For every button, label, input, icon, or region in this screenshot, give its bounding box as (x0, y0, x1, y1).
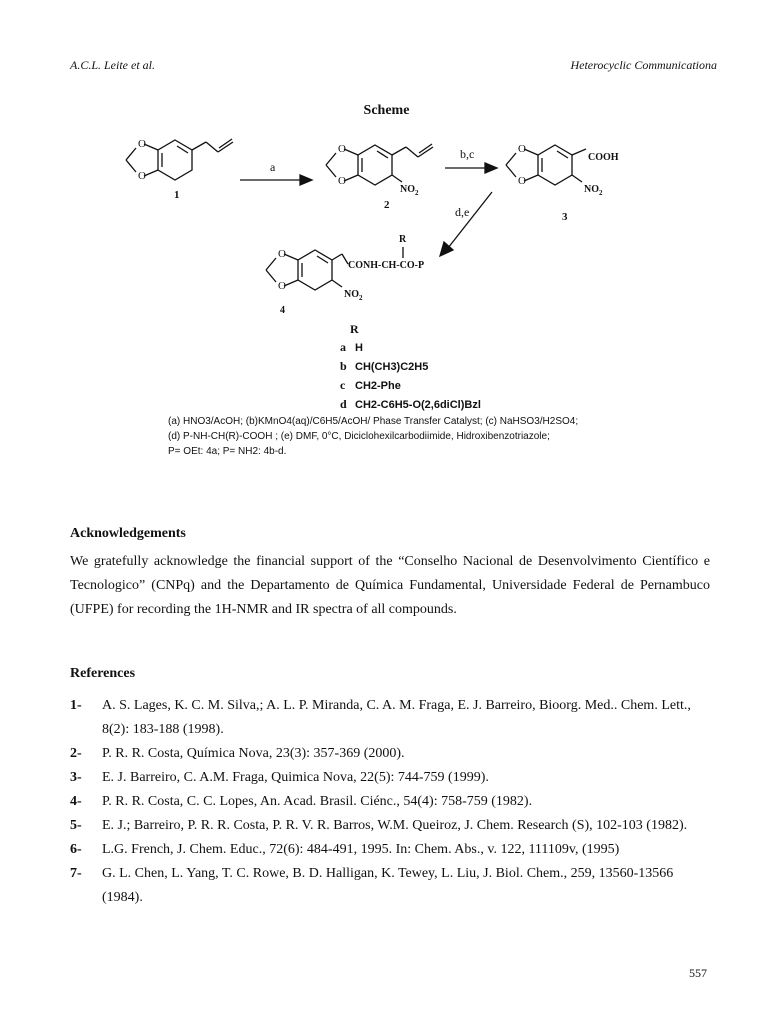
carboxyl-label-3: COOH (588, 152, 619, 163)
reference-number: 7- (70, 866, 82, 881)
arrow-label-a: a (270, 160, 276, 174)
legend-value: CH(CH3)C2H5 (355, 361, 429, 373)
acknowledgements-heading: Acknowledgements (70, 526, 186, 541)
reference-number: 3- (70, 770, 82, 785)
oxygen-label-3b: O (518, 175, 526, 187)
conditions-line-1: (a) HNO3/AcOH; (b)KMnO4(aq)/C6H5/AcOH/ Phase Transfer Catalyst; (c) NaHSO3/H2SO4; (168, 416, 579, 427)
reference-text: L.G. French, J. Chem. Educ., 72(6): 484-491, 1995. In: Chem. Abs., v. 122, 111109v, (1995) (102, 842, 620, 857)
r-group-label: R (399, 234, 407, 245)
legend-row-b (340, 357, 481, 376)
oxygen-label-3a: O (518, 143, 526, 155)
reference-text: P. R. R. Costa, Química Nova, 23(3): 357-369 (2000). (102, 746, 405, 761)
acknowledgements-text: We gratefully acknowledge the financial support of the “Conselho Nacional de Desenvolvimento Científico e Tecnologico” (CNPq) and the Departamento de Química Fundamental, Universidade Federal de Pernambuco (UFPE) for recording the 1H-NMR and IR spectra of all compounds. (70, 554, 710, 617)
running-header-authors: A.C.L. Leite et al. (70, 58, 155, 72)
legend-value: CH2-Phe (355, 380, 401, 392)
compound-4-number: 4 (280, 305, 285, 315)
compound-2-number: 2 (384, 199, 390, 211)
conditions-line-3: P= OEt: 4a; P= NH2: 4b-d. (168, 446, 287, 457)
arrow-label-bc: b,c (460, 147, 475, 161)
oxygen-label-4b: O (278, 280, 286, 292)
reference-text: A. S. Lages, K. C. M. Silva,; A. L. P. Miranda, C. A. M. Fraga, E. J. Barreiro, Bioorg. Med.. Chem. Lett., 8(2): 183-188 (1998). (102, 698, 691, 737)
arrow-label-de: d,e (455, 205, 470, 219)
oxygen-label-2b: O (338, 175, 346, 187)
reference-item (70, 742, 710, 766)
reference-text: E. J.; Barreiro, P. R. R. Costa, P. R. V. R. Barros, W.M. Queiroz, J. Chem. Research (S), 102-103 (1982). (102, 818, 688, 833)
legend-row-d (340, 395, 481, 414)
reference-number: 2- (70, 746, 82, 761)
reference-text: P. R. R. Costa, C. C. Lopes, An. Acad. Brasil. Ciénc., 54(4): 758-759 (1982). (102, 794, 533, 809)
running-header-journal: Heterocyclic Communicationa (570, 58, 717, 72)
oxygen-label-1a: O (138, 138, 146, 150)
legend-key: d (340, 397, 347, 411)
nitro-label-3: $NO_2$ (584, 184, 603, 197)
legend-value: H (355, 342, 363, 354)
compound-3-number: 3 (562, 211, 568, 223)
reference-text: G. L. Chen, L. Yang, T. C. Rowe, B. D. Halligan, K. Tewey, L. Liu, J. Biol. Chem., 259, 13560-13566 (1984). (102, 866, 674, 905)
oxygen-label-1b: O (138, 170, 146, 182)
legend-key: a (340, 340, 346, 354)
reference-number: 6- (70, 842, 82, 857)
reaction-conditions (168, 414, 578, 459)
reaction-scheme (100, 120, 680, 315)
legend-value: CH2-C6H5-O(2,6diCl)Bzl (355, 399, 481, 411)
compound-1-number: 1 (174, 189, 180, 201)
reference-number: 4- (70, 794, 82, 809)
amide-chain-label: CONH-CH-CO-P (348, 260, 425, 271)
nitro-label-2: $NO_2$ (400, 184, 419, 197)
reference-number: 5- (70, 818, 82, 833)
reference-item (70, 766, 710, 790)
oxygen-label-4a: O (278, 248, 286, 260)
reference-item (70, 814, 710, 838)
legend-key: b (340, 359, 347, 373)
legend-row-a (340, 338, 481, 357)
legend-key: c (340, 378, 346, 392)
reference-item (70, 862, 710, 910)
reference-text: E. J. Barreiro, C. A.M. Fraga, Quimica Nova, 22(5): 744-759 (1999). (102, 770, 489, 785)
reference-item (70, 790, 710, 814)
nitro-label-4: $NO_2$ (344, 289, 363, 302)
oxygen-label-2a: O (338, 143, 346, 155)
legend-header: R (350, 322, 359, 336)
reference-number: 1- (70, 698, 82, 713)
conditions-line-2: (d) P-NH-CH(R)-COOH ; (e) DMF, 0°C, Diciclohexilcarbodiimide, Hidroxibenzotriazole; (168, 431, 550, 442)
page-number: 557 (689, 966, 707, 980)
legend-row-c (340, 376, 481, 395)
reference-list (70, 694, 710, 910)
references-heading: References (70, 666, 136, 681)
substituent-legend (340, 320, 481, 414)
scheme-title: Scheme (363, 103, 410, 118)
reference-item (70, 838, 710, 862)
reference-item (70, 694, 710, 742)
